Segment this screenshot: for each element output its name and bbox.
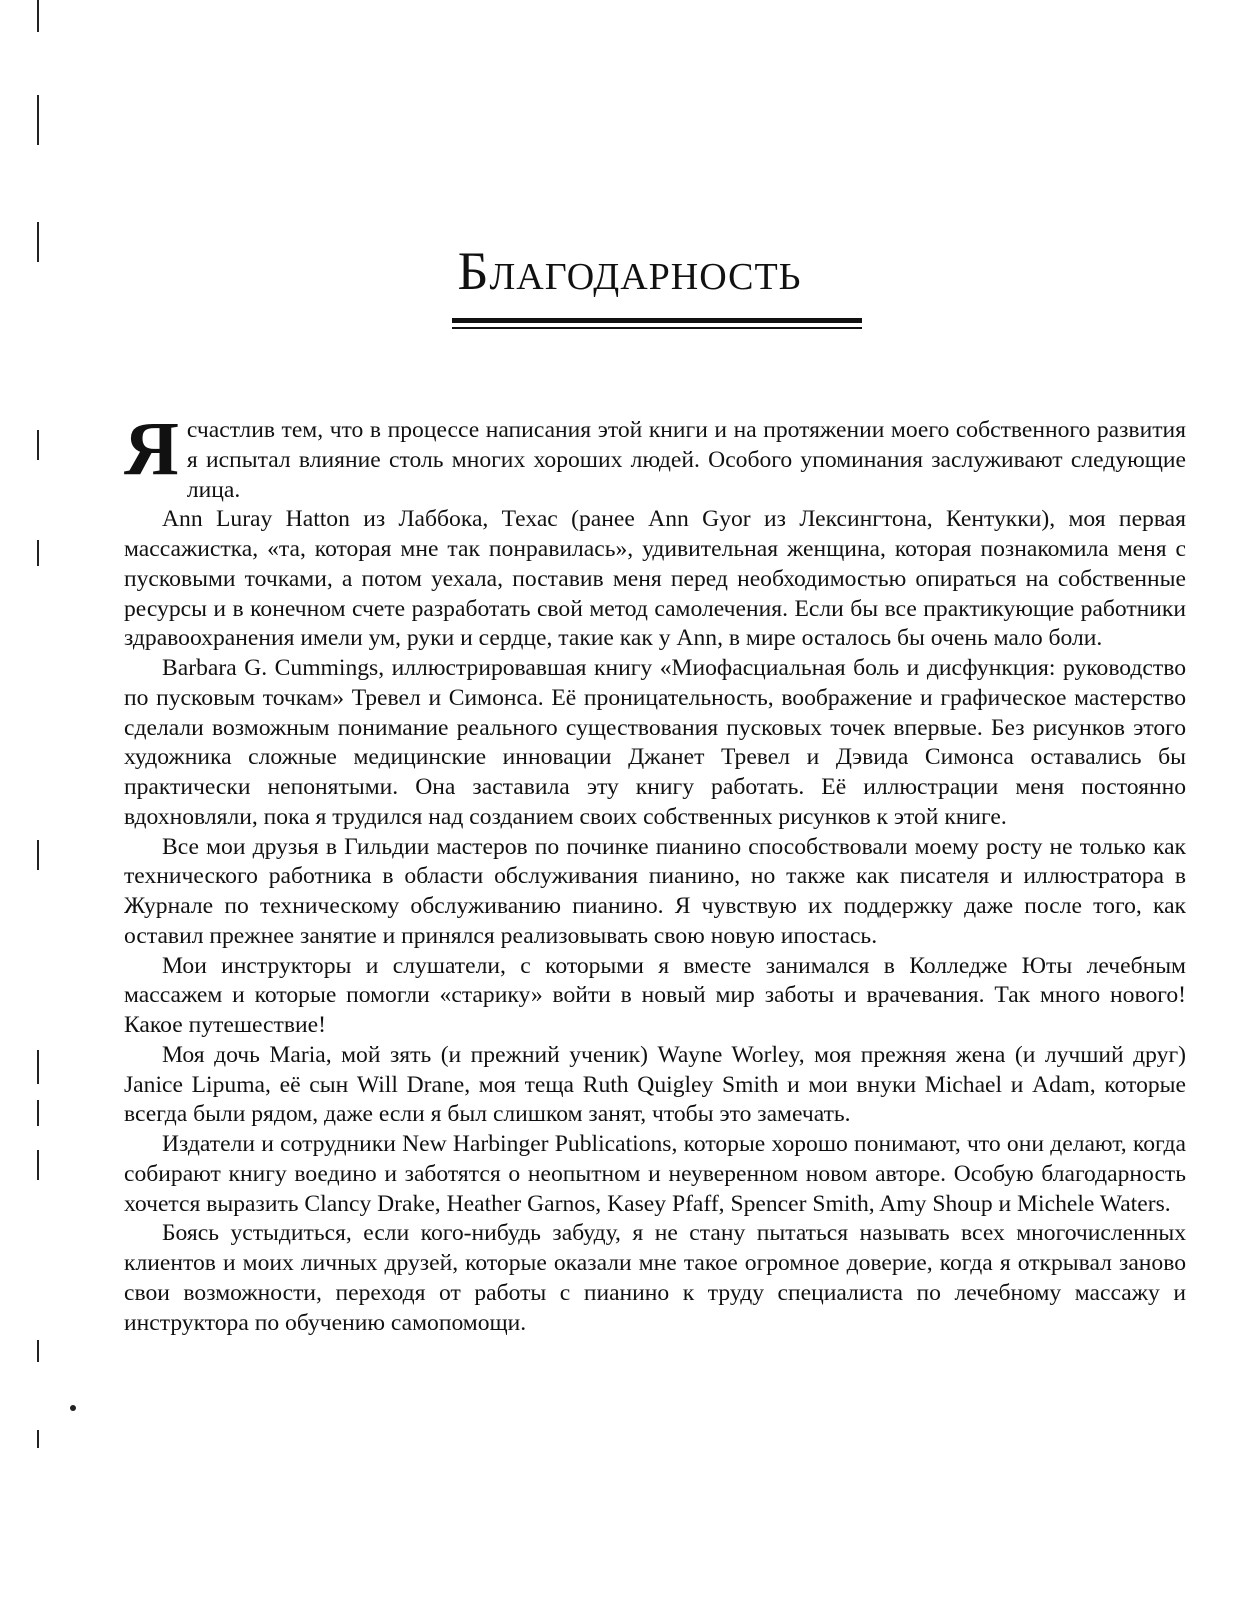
scan-edge-line	[37, 430, 39, 460]
acknowledgements-text	[124, 407, 1186, 1338]
paragraph-family: Моя дочь Maria, мой зять (и прежний ученик) Wayne Worley, моя прежняя жена (и лучший друг) Janice Lipuma, её сын Will Drane, моя теща Ruth Quigley Smith и мои внуки Michael и Adam, которые всегда были рядом, даже если я был слишком занят, чтобы это замечать.	[124, 1041, 1186, 1128]
scan-edge-line	[37, 0, 39, 32]
paragraph-publishers: Издатели и сотрудники New Harbinger Publications, которые хорошо понимают, что они делают, когда собирают книгу воедино и заботятся о неопытном и неуверенном новом авторе. Особую благодарность хочется выразить Clancy Drake, Heather Garnos, Kasey Pfaff, Spencer Smith, Amy Shoup и Michele Waters.	[124, 1131, 1186, 1217]
scan-edge-line	[37, 1050, 39, 1084]
scan-edge-line	[37, 1430, 39, 1448]
paragraph-text: счастлив тем, что в процессе написания этой книги и на протяжении моего собственного развития я испытал влияние столь многих хороших людей. Особого упоминания заслуживают следующие лица.	[186, 417, 1186, 503]
page-title: Благодарность	[457, 241, 802, 301]
scan-edge-line	[37, 95, 39, 145]
drop-cap: Я	[124, 407, 179, 491]
paragraph-intro	[124, 407, 1186, 505]
scan-dot	[70, 1405, 76, 1411]
paragraph-utah-college: Мои инструкторы и слушатели, с которыми я вместе занимался в Колледже Юты лечебным массажем и которые помогли «старику» войти в новый мир заботы и врачевания. Так много нового! Какое путешествие!	[124, 952, 1186, 1038]
paragraph-ann-hatton: Ann Luray Hatton из Лаббока, Техас (ранее Ann Gyor из Лексингтона, Кентукки), моя первая массажистка, «та, которая мне так понравилась», удивительная женщина, которая познакомила меня с пусковыми точками, а потом уехала, поставив меня перед необходимостью опираться на собственные ресурсы и в конечном счете разработать свой метод самолечения. Если бы все практикующие работники здравоохранения имели ум, руки и сердце, такие как у Ann, в мире осталось бы очень мало боли.	[124, 506, 1186, 652]
scan-edge-line	[37, 840, 39, 870]
scan-edge-line	[37, 1150, 39, 1180]
title-rule-thick	[452, 318, 862, 323]
paragraph-barbara-cummings: Barbara G. Cummings, иллюстрировавшая книгу «Миофасциальная боль и дисфункция: руководство по пусковым точкам» Тревел и Симонса. Её проницательность, воображение и графическое мастерство сделали возможным понимание реального существования пусковых точек впервые. Без рисунков этого художника сложные медицинские инновации Джанет Тревел и Дэвида Симонса оставались бы практически непонятыми. Она заставила эту книгу работать. Её иллюстрации меня постоянно вдохновляли, пока я трудился над созданием своих собственных рисунков к этой книге.	[124, 655, 1186, 830]
scan-edge-line	[37, 1340, 39, 1362]
paragraph-piano-guild: Все мои друзья в Гильдии мастеров по починке пианино способствовали моему росту не только как технического работника в области обслуживания пианино, но также как писателя и иллюстратора в Журнале по техническому обслуживанию пианино. Я чувствую их поддержку даже после того, как оставил прежнее занятие и принялся реализовывать свою новую ипостась.	[124, 833, 1186, 949]
scan-edge-line	[37, 540, 39, 566]
scan-edge-line	[37, 1100, 39, 1126]
title-rule-thin	[452, 327, 862, 329]
paragraph-clients: Боясь устыдиться, если кого-нибудь забуду, я не стану пытаться называть всех многочисленных клиентов и моих личных друзей, которые оказали мне такое огромное доверие, когда я открывал заново свои возможности, переходя от работы с пианино к труду специалиста по лечебному массажу и инструктора по обучению самопомощи.	[124, 1220, 1186, 1336]
